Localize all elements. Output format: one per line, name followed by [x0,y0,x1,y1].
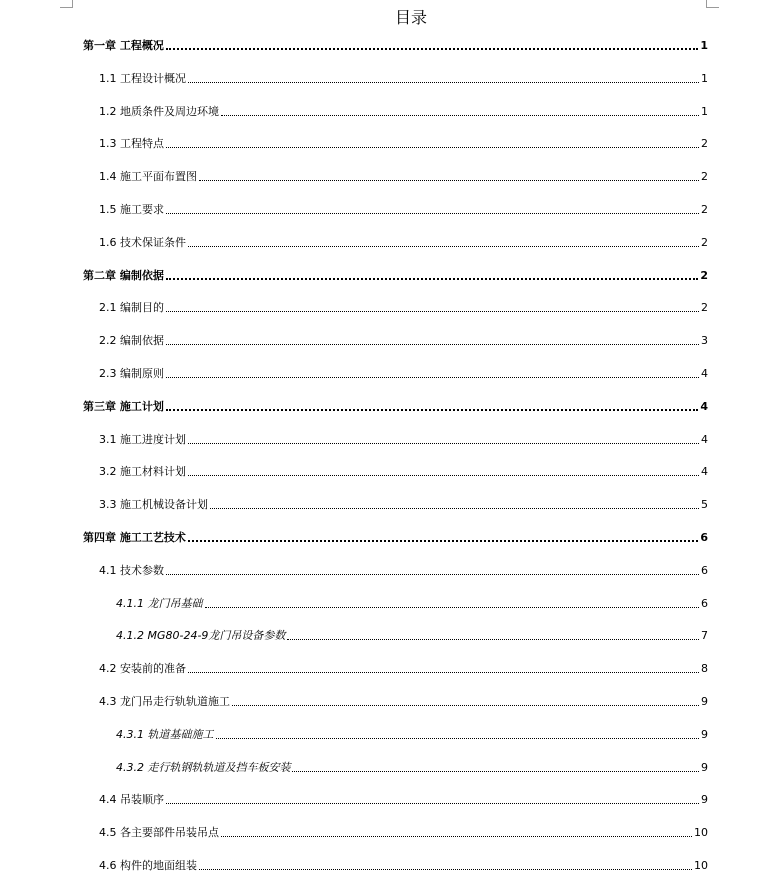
toc-entry-page: 6 [701,595,708,613]
toc-entry[interactable] [0,726,774,744]
toc-entry-label: 第三章 施工计划 [83,398,166,416]
toc-entry-label: 第一章 工程概况 [83,37,166,55]
toc-entry-page: 1 [701,103,708,121]
toc-leader-dots [210,508,699,509]
toc-entry-page: 1 [701,70,708,88]
toc-leader-dots [221,836,692,837]
toc-entry-page: 2 [701,135,708,153]
toc-entry[interactable] [0,496,774,514]
toc-entry[interactable] [0,135,774,153]
toc-entry[interactable] [0,168,774,186]
toc-entry[interactable] [0,529,774,547]
toc-entry[interactable] [0,201,774,219]
toc-entry-page: 1 [700,37,708,55]
toc-entry-page: 2 [700,267,708,285]
toc-entry-label: 3.3 施工机械设备计划 [99,496,210,514]
toc-entry-page: 7 [701,627,708,645]
toc-leader-dots [166,803,699,804]
toc-leader-dots [221,115,699,116]
toc-entry-label: 4.1 技术参数 [99,562,166,580]
toc-entry[interactable] [0,759,774,777]
toc-entry[interactable] [0,234,774,252]
toc-entry[interactable] [0,103,774,121]
toc-entry[interactable] [0,595,774,613]
page-title: 目录 [394,8,427,27]
toc-entry[interactable] [0,791,774,809]
toc-entry-page: 8 [701,660,708,678]
page-corner-mark-right [706,0,719,8]
toc-entry-page: 9 [701,759,708,777]
toc-leader-dots [188,672,699,673]
toc-entry[interactable] [0,660,774,678]
toc-entry[interactable] [0,37,774,55]
toc-leader-dots [166,147,699,148]
toc-entry-label: 1.5 施工要求 [99,201,166,219]
toc-leader-dots [199,869,692,870]
toc-entry-page: 4 [701,431,708,449]
toc-entry[interactable] [0,365,774,383]
toc-entry-page: 5 [701,496,708,514]
toc-entry-label: 3.1 施工进度计划 [99,431,188,449]
toc-entry-label: 第二章 编制依据 [83,267,166,285]
toc-entry-label: 4.4 吊装顺序 [99,791,166,809]
toc-entry-label: 1.3 工程特点 [99,135,166,153]
toc-entry-label: 4.3 龙门吊走行轨轨道施工 [99,693,232,711]
toc-entry[interactable] [0,299,774,317]
toc-entry[interactable] [0,693,774,711]
toc-entry-page: 3 [701,332,708,350]
toc-entry-label: 3.2 施工材料计划 [99,463,188,481]
toc-entry-label: 2.3 编制原则 [99,365,166,383]
toc-entry-page: 9 [701,693,708,711]
toc-entry-label: 1.1 工程设计概况 [99,70,188,88]
toc-leader-dots [188,246,699,247]
toc-entry-label: 4.1.1 龙门吊基础 [116,595,205,613]
toc-entry[interactable] [0,857,774,875]
toc-leader-dots [166,409,699,411]
page-corner-mark-left [60,0,73,8]
toc-entry-page: 4 [701,463,708,481]
toc-entry-page: 9 [701,791,708,809]
toc-leader-dots [287,639,699,640]
toc-entry-page: 2 [701,201,708,219]
toc-entry[interactable] [0,332,774,350]
toc-leader-dots [188,82,699,83]
toc-leader-dots [188,540,699,542]
toc-entry-page: 9 [701,726,708,744]
toc-leader-dots [166,311,699,312]
toc-leader-dots [188,443,699,444]
toc-entry[interactable] [0,267,774,285]
toc-entry[interactable] [0,562,774,580]
toc-entry[interactable] [0,398,774,416]
toc-leader-dots [166,574,699,575]
toc-leader-dots [199,180,699,181]
toc-entry-label: 2.2 编制依据 [99,332,166,350]
toc-entry[interactable] [0,463,774,481]
toc-entry-page: 4 [701,365,708,383]
toc-entry-page: 6 [701,562,708,580]
toc-entry-label: 4.6 构件的地面组装 [99,857,199,875]
toc-leader-dots [292,771,699,772]
toc-entry-page: 6 [700,529,708,547]
toc-entry-page: 2 [701,168,708,186]
toc-entry-label: 1.4 施工平面布置图 [99,168,199,186]
toc-entry-label: 第四章 施工工艺技术 [83,529,188,547]
toc-entry-page: 10 [694,824,708,842]
toc-leader-dots [166,213,699,214]
toc-entry-label: 4.3.1 轨道基础施工 [116,726,216,744]
toc-entry[interactable] [0,431,774,449]
toc-leader-dots [166,278,699,280]
toc-leader-dots [205,607,700,608]
toc-leader-dots [166,377,699,378]
toc-leader-dots [166,48,699,50]
toc-leader-dots [216,738,700,739]
toc-entry[interactable] [0,627,774,645]
toc-entry[interactable] [0,824,774,842]
toc-entry-page: 2 [701,234,708,252]
toc-entry-label: 4.3.2 走行轨钢轨轨道及挡车板安装 [116,759,292,777]
toc-entry[interactable] [0,70,774,88]
toc-entry-label: 4.5 各主要部件吊装吊点 [99,824,221,842]
toc-entry-page: 2 [701,299,708,317]
toc-leader-dots [188,475,699,476]
toc-entry-page: 4 [700,398,708,416]
toc-entry-label: 4.2 安装前的准备 [99,660,188,678]
toc-entry-label: 1.6 技术保证条件 [99,234,188,252]
toc-entry-label: 4.1.2 MG80-24-9龙门吊设备参数 [116,627,287,645]
toc-entry-page: 10 [694,857,708,875]
toc-leader-dots [166,344,699,345]
toc-entry-label: 1.2 地质条件及周边环境 [99,103,221,121]
toc-entry-label: 2.1 编制目的 [99,299,166,317]
toc-leader-dots [232,705,699,706]
